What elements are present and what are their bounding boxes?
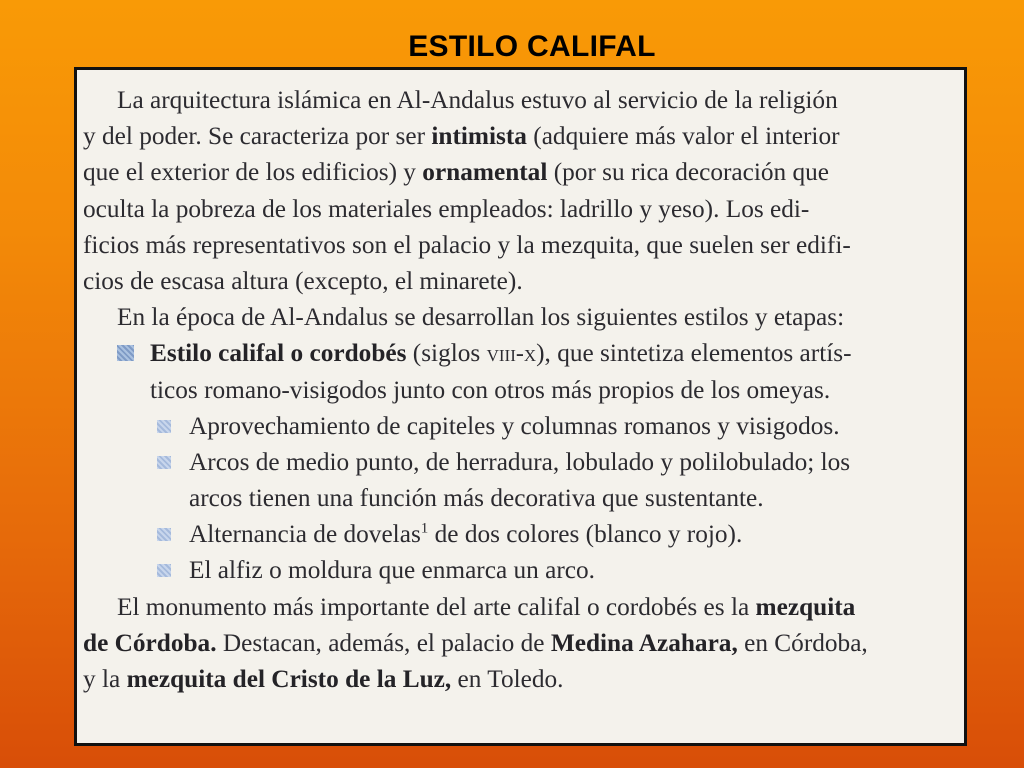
paragraph-3-line-1 bbox=[83, 589, 964, 625]
scanned-text-image bbox=[74, 67, 967, 746]
text-run: de dos colores (blanco y rojo). bbox=[428, 520, 743, 549]
paragraph-3-line-2 bbox=[83, 625, 964, 661]
bullet-estilo-califal bbox=[83, 335, 964, 371]
text-run: (adquiere más valor el interior bbox=[526, 122, 840, 151]
sub-bullet-dovelas bbox=[83, 516, 964, 552]
text-run: Alternancia de dovelas bbox=[189, 520, 421, 549]
paragraph-1-line-1: La arquitectura islámica en Al-Andalus estuvo al servicio de la religión bbox=[117, 86, 838, 114]
text-run: ), que sintetiza elementos artís- bbox=[536, 339, 852, 368]
text-run: El monumento más importante del arte califal o cordobés es la bbox=[117, 592, 756, 621]
centuries-small-caps: viii-x bbox=[486, 341, 537, 368]
footnote-marker: 1 bbox=[420, 520, 429, 537]
bold-term-mezquita: mezquita bbox=[755, 592, 856, 621]
text-run: y la bbox=[83, 665, 127, 693]
paragraph-2-line-1: En la época de Al-Andalus se desarrollan los siguientes estilos y etapas: bbox=[117, 303, 845, 332]
square-bullet-icon bbox=[157, 420, 171, 433]
bold-term-medina-azahara: Medina Azahara, bbox=[550, 628, 738, 657]
slide-title: ESTILO CALIFAL bbox=[408, 30, 656, 63]
square-bullet-icon bbox=[157, 456, 171, 469]
text-run: en Toledo. bbox=[451, 665, 564, 693]
sub-bullet-alfiz bbox=[83, 552, 964, 588]
square-bullet-icon bbox=[157, 564, 171, 577]
text-run: y del poder. Se caracteriza por ser bbox=[83, 122, 432, 151]
sub-bullet-arcos-cont: arcos tienen una función más decorativa que sustentante. bbox=[189, 484, 764, 513]
paragraph-1-line-4: oculta la pobreza de los materiales empleados: ladrillo y yeso). Los edi- bbox=[83, 194, 810, 223]
scanned-text-body bbox=[83, 82, 964, 743]
paragraph-1-line-5: ficios más representativos son el palacio y la mezquita, que suelen ser edifi- bbox=[83, 230, 851, 259]
text-run: que el exterior de los edificios) y bbox=[83, 158, 423, 187]
paragraph-3-line-3 bbox=[83, 661, 964, 697]
bold-term-intimista: intimista bbox=[431, 122, 527, 151]
bold-term-ornamental: ornamental bbox=[422, 158, 548, 187]
text-run: en Córdoba, bbox=[737, 628, 868, 657]
square-bullet-icon bbox=[117, 345, 134, 361]
text-run: Arcos de medio punto, de herradura, lobulado y polilobulado; los bbox=[189, 447, 851, 476]
text-run: (por su rica decoración que bbox=[547, 158, 830, 187]
sub-bullet-capiteles bbox=[83, 408, 964, 444]
sub-bullet-arcos bbox=[83, 444, 964, 480]
text-run: (siglos bbox=[406, 339, 487, 368]
paragraph-1-line-3 bbox=[83, 154, 964, 190]
bullet-estilo-califal-cont: ticos romano-visigodos junto con otros más propios de los omeyas. bbox=[150, 375, 831, 404]
text-run: Destacan, además, el palacio de bbox=[216, 628, 551, 657]
text-run: Aprovechamiento de capiteles y columnas romanos y visigodos. bbox=[189, 411, 840, 440]
bold-term-cristo-de-la-luz: mezquita del Cristo de la Luz, bbox=[126, 665, 452, 693]
paragraph-1-line-2 bbox=[83, 118, 964, 154]
text-run: El alfiz o moldura que enmarca un arco. bbox=[189, 556, 595, 585]
square-bullet-icon bbox=[157, 528, 171, 541]
paragraph-1-line-6: cios de escasa altura (excepto, el minarete). bbox=[83, 266, 523, 295]
bold-term-estilo-califal: Estilo califal o cordobés bbox=[150, 339, 407, 368]
bold-term-de-cordoba: de Córdoba. bbox=[83, 628, 217, 657]
